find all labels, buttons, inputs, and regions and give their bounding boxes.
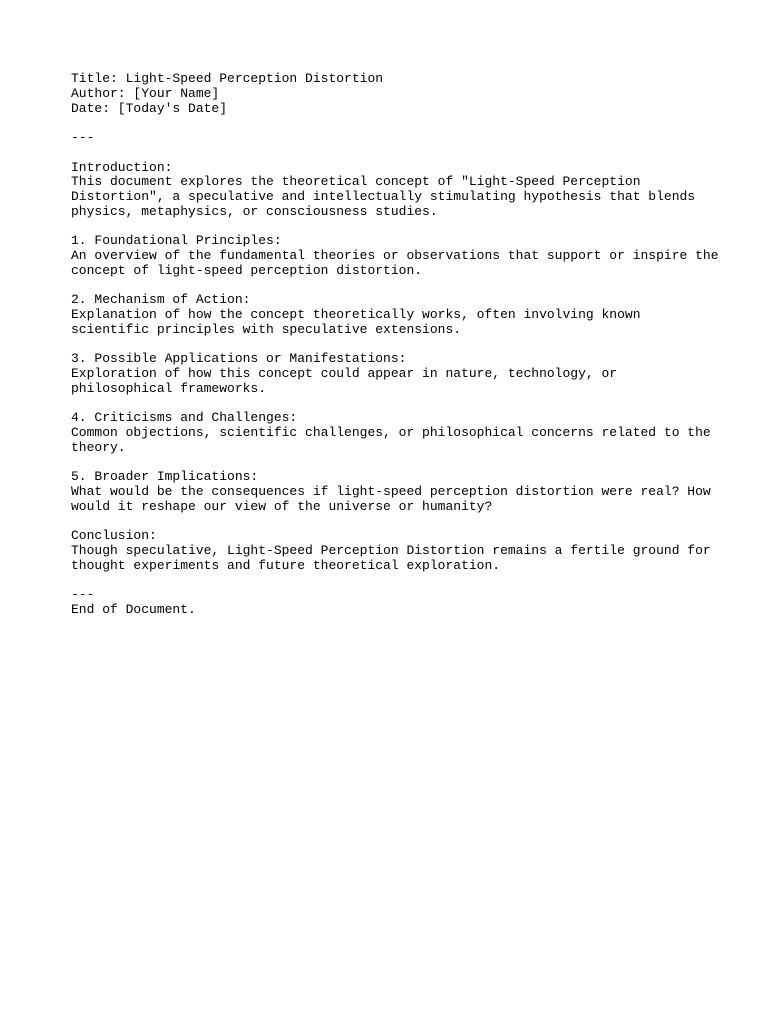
- conclusion-heading: Conclusion:: [71, 528, 157, 544]
- blank-line: [71, 515, 731, 530]
- introduction-line: Distortion", a speculative and intellectually stimulating hypothesis that blends: [71, 189, 696, 204]
- conclusion-section: [71, 529, 731, 573]
- section-line: An overview of the fundamental theories or observations that support or inspire the: [71, 248, 719, 263]
- introduction-line: This document explores the theoretical concept of "Light-Speed Perception: [71, 174, 641, 190]
- blank-line: [71, 220, 731, 235]
- section-line: Exploration of how this concept could appear in nature, technology, or: [71, 366, 618, 381]
- end-of-document: End of Document.: [71, 602, 196, 617]
- section-line: Explanation of how the concept theoretically works, often involving known: [71, 307, 641, 322]
- document-date: Date: [Today's Date]: [71, 100, 228, 116]
- blank-line: [71, 574, 731, 589]
- section-heading: 2. Mechanism of Action:: [71, 292, 251, 308]
- blank-line: [71, 146, 731, 161]
- separator-bottom: ---: [71, 587, 95, 603]
- section-heading: 5. Broader Implications:: [71, 469, 259, 485]
- separator-top: ---: [71, 130, 95, 145]
- document-page: [71, 72, 731, 618]
- section-mechanism-of-action: [71, 293, 731, 337]
- blank-line: [71, 279, 731, 294]
- introduction-line: physics, metaphysics, or consciousness studies.: [71, 203, 438, 219]
- section-line: would it reshape our view of the universe or humanity?: [71, 498, 493, 514]
- section-line: theory.: [71, 439, 126, 455]
- section-possible-applications: [71, 352, 731, 396]
- section-broader-implications: [71, 470, 731, 514]
- section-line: philosophical frameworks.: [71, 380, 267, 396]
- section-criticisms-and-challenges: [71, 411, 731, 455]
- section-line: scientific principles with speculative extensions.: [71, 321, 462, 337]
- document-title: Title: Light-Speed Perception Distortion: [71, 71, 384, 86]
- introduction-section: [71, 161, 731, 220]
- section-heading: 3. Possible Applications or Manifestations:: [71, 351, 407, 367]
- introduction-heading: Introduction:: [71, 159, 173, 175]
- section-heading: 1. Foundational Principles:: [71, 233, 282, 249]
- conclusion-line: thought experiments and future theoretical exploration.: [71, 557, 501, 573]
- blank-line: [71, 397, 731, 412]
- blank-line: [71, 116, 731, 131]
- section-line: concept of light-speed perception distortion.: [71, 262, 423, 278]
- section-foundational-principles: [71, 234, 731, 278]
- blank-line: [71, 456, 731, 471]
- conclusion-line: Though speculative, Light-Speed Perception Distortion remains a fertile ground for: [71, 543, 711, 558]
- section-heading: 4. Criticisms and Challenges:: [71, 410, 298, 426]
- document-author: Author: [Your Name]: [71, 85, 220, 101]
- section-line: What would be the consequences if light-speed perception distortion were real? How: [71, 484, 711, 499]
- section-line: Common objections, scientific challenges, or philosophical concerns related to the: [71, 425, 711, 440]
- blank-line: [71, 338, 731, 353]
